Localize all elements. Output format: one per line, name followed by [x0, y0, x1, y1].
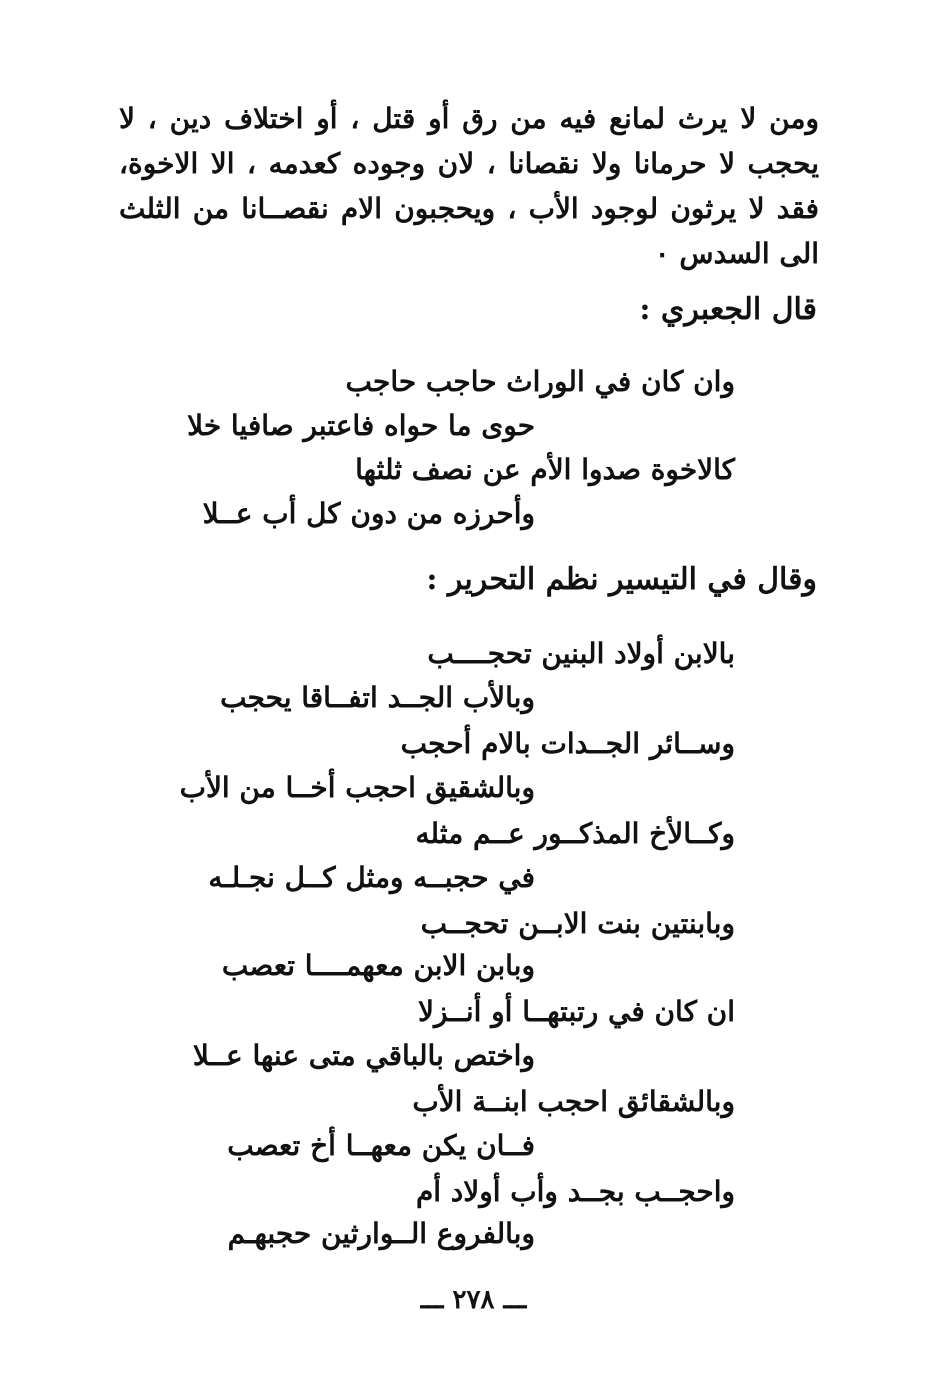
- verse-line: وبالفروع الــوارثين حجبهـم: [227, 1217, 535, 1250]
- verse-line: فــان يكن معهــا أخ تعصب: [227, 1129, 535, 1162]
- opening-paragraph: ومن لا يرث لمانع فيه من رق أو قتل ، أو اختلاف دين ، لا يحجب لا حرمانا ولا نقصانا ، لان وجوده كعدمه ، الا الاخوة، فقد لا يرثون لوجود الأب ، ويحجبون الام نقصــانا من الثلث الى السدس ٠: [119, 102, 820, 270]
- verse-line: وكــالأخ المذكــور عــم مثله: [415, 817, 735, 850]
- verse-line: واختص بالباقي متى عنها عــلا: [192, 1039, 535, 1072]
- verse-line: وأحرزه من دون كل أب عــلا: [202, 497, 535, 530]
- verse-line: وســائر الجــدات بالام أحجب: [400, 727, 735, 760]
- verse-line: كالاخوة صدوا الأم عن نصف ثلثها: [355, 453, 735, 486]
- verse-line: وبابن الابن معهمــــا تعصب: [221, 949, 535, 982]
- verse-line: وان كان في الوراث حاجب حاجب: [345, 365, 735, 398]
- verse-line: واحجــب بجــد وأب أولاد أم: [415, 1175, 735, 1208]
- page-number: ـــ ٢٧٨ ـــ: [420, 1285, 527, 1315]
- verse-line: بالابن أولاد البنين تحجــــب: [427, 637, 735, 670]
- verse-line: ان كان في رتبتهــا أو أنــزلا: [418, 995, 735, 1028]
- verse-line: وبالأب الجــد اتفــاقا يحجب: [220, 681, 535, 714]
- verse-line: في حجبــه ومثل كــل نجـلـه: [208, 861, 535, 894]
- verse-line: وبالشقيق احجب أخــا من الأب: [179, 771, 535, 804]
- verse-line: وبالشقائق احجب ابنــة الأب: [412, 1085, 735, 1118]
- heading-taysir: وقال في التيسير نظم التحرير :: [426, 562, 817, 597]
- heading-jaabari: قال الجعبري :: [639, 292, 817, 327]
- verse-line: حوى ما حواه فاعتبر صافيا خلا: [187, 409, 535, 442]
- verse-line: وبابنتين بنت الابــن تحجــب: [420, 907, 735, 940]
